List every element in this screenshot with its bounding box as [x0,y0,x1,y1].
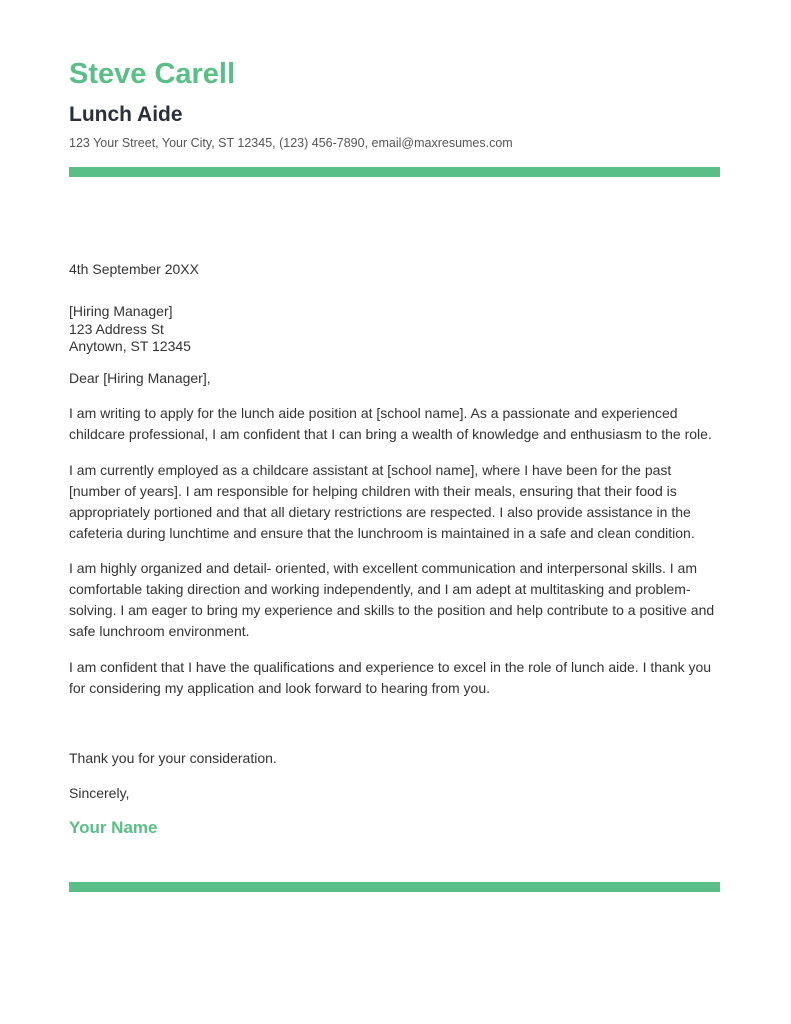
recipient-address [69,303,725,356]
signoff: Sincerely, [69,785,130,801]
signature-name: Your Name [69,818,158,837]
salutation: Dear [Hiring Manager], [69,370,211,386]
letter-paragraph: I am highly organized and detail- oriented, with excellent communication and interpersonal skills. I am comfortable taking direction and working independently, and I am adept at multitasking and problem-solving. I am eager to bring my experience and skills to the position and help contribute to a positive and safe lunchroom environment. [69,560,715,639]
letter-paragraph: I am currently employed as a childcare assistant at [school name], where I have been for the past [number of years]. I am responsible for helping children with their meals, ensuring that their food is appropriately portioned and that all dietary restrictions are respected. I also provide assistance in the cafeteria during lunchtime and ensure that the lunchroom is maintained in a safe and clean condition. [69,462,695,541]
recipient-line: Anytown, ST 12345 [69,338,191,354]
bottom-divider [69,882,720,892]
letter-paragraph: I am writing to apply for the lunch aide position at [school name]. As a passionate and experienced childcare professional, I am confident that I can bring a wealth of knowledge and enthusiasm to the role. [69,405,712,442]
letter-paragraph: I am confident that I have the qualifications and experience to excel in the role of lunch aide. I thank you for considering my application and look forward to hearing from you. [69,659,712,696]
applicant-name: Steve Carell [69,58,236,90]
job-title: Lunch Aide [69,103,183,126]
recipient-line: 123 Address St [69,320,164,337]
recipient-line: [Hiring Manager] [69,303,173,319]
letter-date: 4th September 20XX [69,261,199,277]
closing-line: Thank you for your consideration. [69,750,277,766]
top-divider [69,167,720,177]
contact-info: 123 Your Street, Your City, ST 12345, (123) 456-7890, email@maxresumes.com [69,136,513,150]
